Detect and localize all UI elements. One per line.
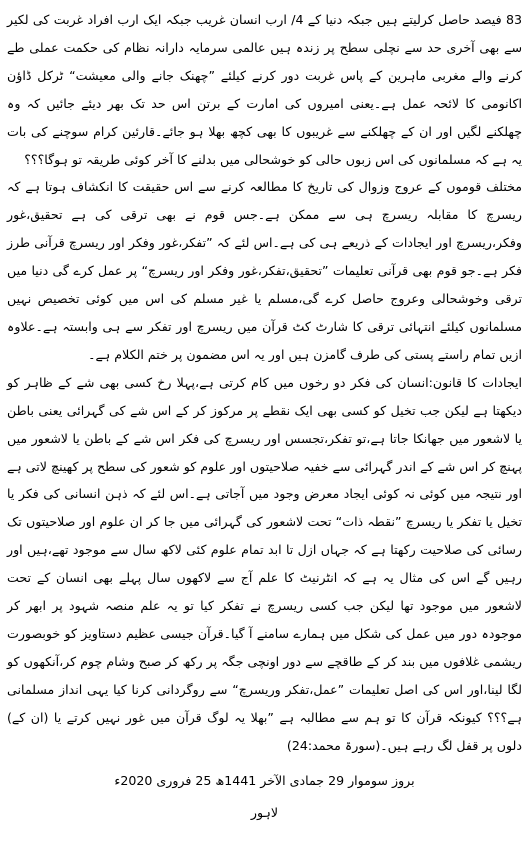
article-paragraph-research: مختلف قوموں کے عروج وزوال کی تاریخ کا مطالعہ کرنے سے اس حقیقت کا انکشاف ہوتا ہے کہ ریسرچ کا مقابلہ ریسرچ ہی سے ممکن ہے۔جس قوم نے بھی ترقی کی ہے تحقیق،غور وفکر،ریسرچ اور ایجادات کے ذریعے ہی کی ہے۔اس لئے کہ ”تفکر،غور وفکر اور ریسرچ قرآنی طرز فکر ہے۔جو قوم بھی قرآنی تعلیمات ”تحقیق،تفکر،غور وفکر اور ریسرچ“ پر عمل کرے گی دنیا میں ترقی وخوشحالی وعروج حاصل کرے گی،مسلم یا غیر مسلم کی اس میں کوئی تخصیص نہیں مسلمانوں کیلئے انتہائی ترقی کا شارٹ کٹ قرآن میں ریسرچ اور تفکر سے ہی وابستہ ہے۔علاوہ ازیں تمام راستے پستی کی طرف گامزن ہیں اور یہ اس مضمون پر ختم الکلام ہے۔: [7, 179, 522, 362]
article-paragraph-intro: 83 فیصد حاصل کرلیتے ہیں جبکہ دنیا کے 4/ ارب انسان غریب جبکہ ایک ارب افراد غربت کی لکیر سے بھی آخری حد سے نچلی سطح پر زندہ ہیں عالمی سرمایہ دارانہ نظام کی حکمت عملی طے کرنے والے مغربی ماہرین کے پاس غربت دور کرنے کیلئے ”چھنک جانے والی معیشت“ ٹرکل ڈاؤن اکانومی کا لائحہ عمل ہے۔یعنی امیروں کی امارت کے برتن اس حد تک بھر دیئے جائیں کہ وہ چھلکنے لگیں اور ان کے چھلکنے سے غریبوں کا بھی کچھ بھلا ہو جائے۔قارئین کرام سوچنے کی بات یہ ہے کہ مسلمانوں کی اس زبوں حالی کو خوشحالی میں بدلنے کا آخر کوئی طریقہ تو ہوگا؟؟؟: [7, 12, 522, 167]
article-date-line: بروز سوموار 29 جمادی الآخر 1441ھ 25 فروری 2020ء: [114, 773, 415, 789]
article-place-line: لاہور: [250, 805, 279, 821]
article-paragraph-inventions: ایجادات کا قانون:انسان کی فکر دو رخوں میں کام کرتی ہے،پہلا رخ کسی بھی شے کے ظاہر کو دیکھتا ہے لیکن جب تخیل کو کسی بھی ایک نقطے پر مرکوز کر کے اس شے کی گہرائی یعنی باطن یا لاشعور میں جھانکا جاتا ہے،تو تفکر،تجسس اور ریسرچ کی فکر اس شے کے باطن یا لاشعور میں پہنچ کر اس شے کے اندر گہرائی سے خفیہ صلاحیتوں اور علوم کو شعور کی سطح پر کھینچ لاتی ہے اور نتیجہ میں کوئی نہ کوئی ایجاد معرض وجود میں آجاتی ہے۔اس لئے کہ ذہن انسانی کی فکر یا تخیل یا تفکر یا ریسرچ ”نقطہ ذات“ تحت لاشعور کی گہرائی میں جا کر ان علوم اور صلاحیتوں تک رسائی کی صلاحیت رکھتا ہے کہ جہاں ازل تا ابد تمام علوم کئی لاکھ سال سے موجود تھے،ہیں اور رہیں گے اس کی مثال یہ ہے کہ انٹرنیٹ کا علم آج سے لاکھوں سال پہلے بھی انسان کے تحت لاشعور میں موجود تھا لیکن جب کسی ریسرچ نے تفکر کیا تو یہ علم منصہ شہود پر ابھر کر موجودہ دور میں عمل کی شکل میں ہمارے سامنے آ گیا۔قرآن جیسی عظیم دستاویز کو خوبصورت ریشمی غلافوں میں بند کر کے طاقچے سے دور اونچی جگہ پر رکھ کر صبح وشام چوم کر،آنکھوں کو لگا لینا،اور اس کی اصل تعلیمات ”عمل،تفکر وریسرچ“ سے روگردانی کرنا کیا یہی انداز مسلمانی ہے؟؟؟ کیونکہ قرآن کا تو ہم سے مطالبہ ہے ”بھلا یہ لوگ قرآن میں غور نہیں کرتے یا (ان کے) دلوں پر قفل لگ رہے ہیں۔(سورۃ محمد:24): [7, 374, 522, 753]
